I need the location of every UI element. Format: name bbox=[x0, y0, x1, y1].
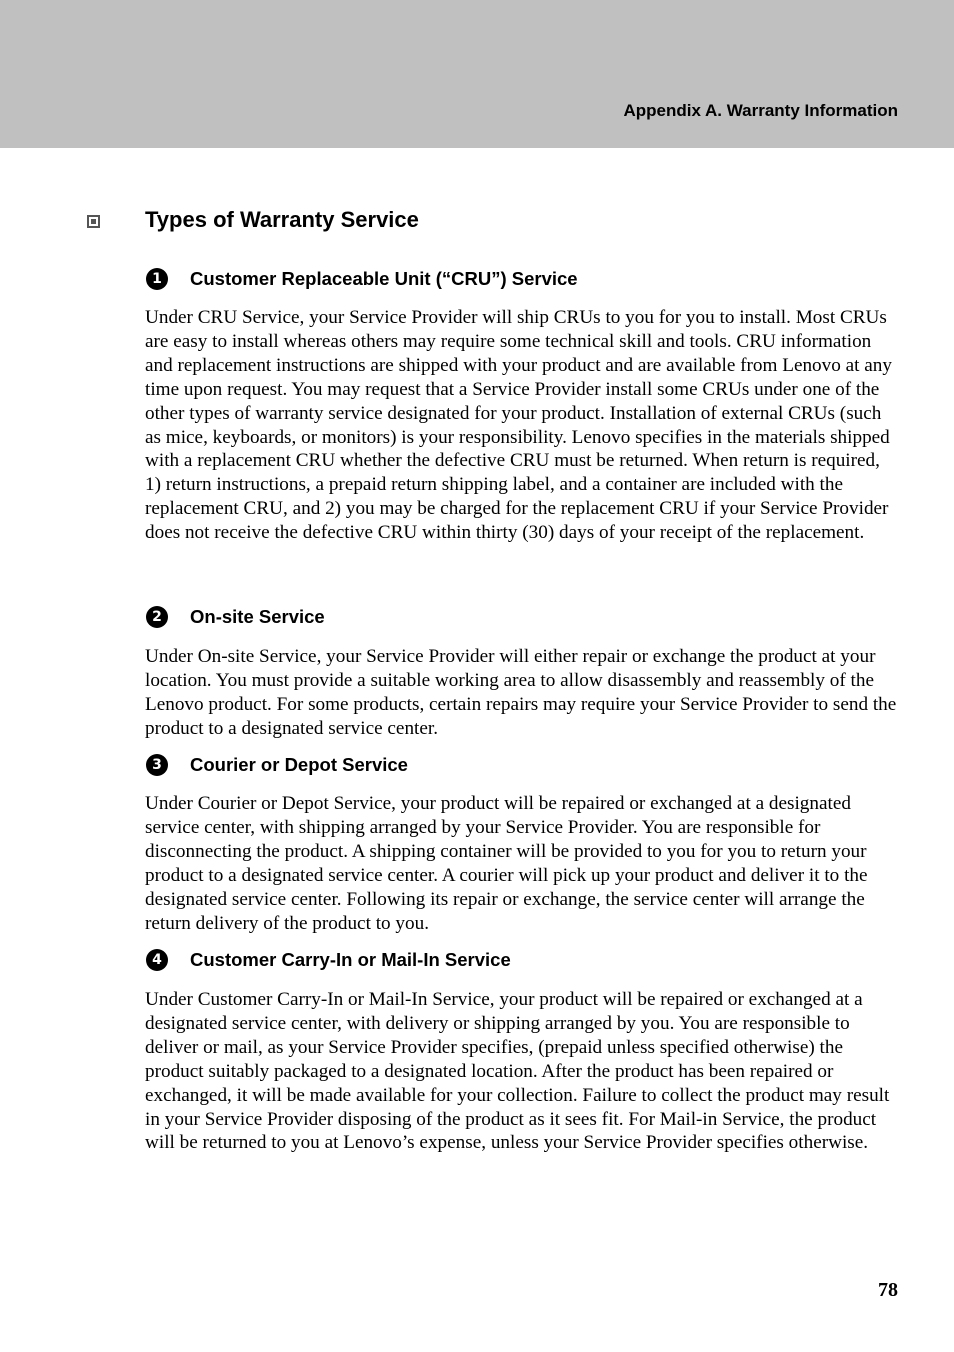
paragraph-carry-in: Under Customer Carry-In or Mail-In Service, your product will be repaired or exchanged at a designated service center, with delivery or shipping arranged by you. You are responsible to deliver or mail, as your Service Provider specifies, (prepaid unless specified otherwise) the product suitably packaged to a designated location. After the product has been repaired or exchanged, it will be made available for your collection. Failure to collect the product may result in your Service Provider disposing of the product as it sees fit. For Mail-in Service, the product will be returned to you at Lenovo’s expense, unless your Service Provider specifies otherwise. bbox=[145, 989, 890, 1154]
step-number-badge: 2 bbox=[146, 606, 168, 628]
step-number-badge: 1 bbox=[146, 268, 168, 290]
subsection-title-cru: Customer Replaceable Unit (“CRU”) Service bbox=[190, 268, 578, 289]
page-number: 78 bbox=[878, 1279, 898, 1301]
subsection-title-carry-in: Customer Carry-In or Mail-In Service bbox=[190, 949, 511, 970]
subsection-title-onsite: On-site Service bbox=[190, 606, 325, 627]
paragraph-onsite: Under On-site Service, your Service Provider will either repair or exchange the product at your location. You must provide a suitable working area to allow disassembly and reassembly of the Lenovo product. For some products, certain repairs may require your Service Provider to send the product to a designated service center. bbox=[145, 646, 897, 739]
subsection-title-courier: Courier or Depot Service bbox=[190, 754, 408, 775]
header-band bbox=[0, 0, 954, 148]
paragraph-courier: Under Courier or Depot Service, your product will be repaired or exchanged at a designated service center, with shipping arranged by your Service Provider. You are responsible for disconnecting the product. A shipping container will be provided to you for you to return your product to a designated service center. A courier will pick up your product and deliver it to the designated service center. Following its repair or exchange, the service center will arrange the return delivery of the product to you. bbox=[145, 793, 868, 934]
section-bullet-icon bbox=[87, 215, 100, 228]
step-number-badge: 3 bbox=[146, 754, 168, 776]
step-number-badge: 4 bbox=[146, 949, 168, 971]
paragraph-cru: Under CRU Service, your Service Provider will ship CRUs to you for you to install. Most CRUs are easy to install whereas others may require some technical skill and tools. CRU information and replacement instructions are shipped with your product and are available from Lenovo at any time upon request. You may request that a Service Provider install some CRUs under one of the other types of warranty service designated for your product. Installation of external CRUs (such as mice, keyboards, or monitors) is your responsibility. Lenovo specifies in the materials shipped with a replacement CRU whether the defective CRU must be returned. When return is required, 1) return instructions, a prepaid return shipping label, and a container are included with the replacement CRU, and 2) you may be charged for the replacement CRU if your Service Provider does not receive the defective CRU within thirty (30) days of your receipt of the replacement. bbox=[145, 307, 892, 544]
section-title: Types of Warranty Service bbox=[145, 207, 419, 232]
running-header: Appendix A. Warranty Information bbox=[623, 101, 898, 120]
